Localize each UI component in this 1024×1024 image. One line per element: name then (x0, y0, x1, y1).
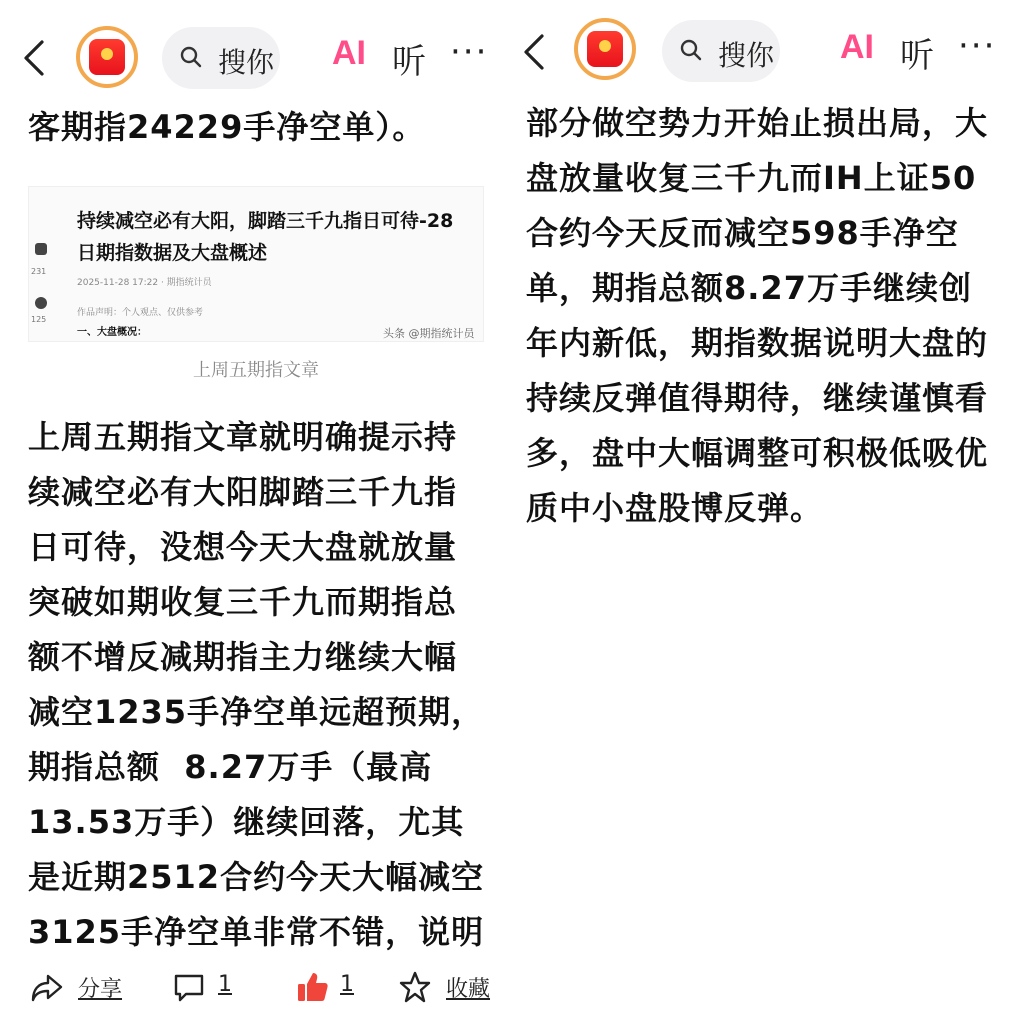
like-count: 1 (340, 972, 354, 997)
share-label: 分享 (78, 977, 123, 1002)
comment-icon (172, 970, 206, 1004)
more-menu-button[interactable]: ··· (450, 32, 489, 72)
embedded-title: 持续减空必有大阳，脚踏三千九指日可待-28日期指数据及大盘概述 (77, 210, 454, 264)
more-menu-button[interactable]: ··· (958, 26, 997, 66)
embedded-section: 一、大盘概况： (77, 327, 147, 338)
share-button[interactable] (30, 970, 130, 1010)
coin-icon (599, 40, 611, 52)
article-body: 上周五期指文章就明确提示持续减空必有大阳脚踏三千九指日可待，没想今天大盘就放量突破如期收复三千九而期指总额不增反减期指主力继续大幅减空1235手净空单远超预期，期指总额 8.27万手（最高13.53万手）继续回落，尤其是近期2512合约今天大幅减空3125手净空单非常不错，说明 (28, 418, 485, 951)
embedded-article-image[interactable] (28, 186, 484, 342)
favorite-label: 收藏 (446, 977, 491, 1002)
search-placeholder: 搜你 (718, 39, 775, 72)
back-icon[interactable] (22, 38, 46, 78)
comment-count: 1 (218, 972, 232, 997)
embedded-note: 作品声明：个人观点、仅供参考 (77, 308, 204, 318)
embedded-meta: 2025-11-28 17:22 · 期指统计员 (77, 278, 212, 288)
star-icon (398, 970, 432, 1004)
coin-icon (101, 48, 113, 60)
rail-like-count: 231 (31, 267, 47, 276)
search-box[interactable] (162, 27, 280, 89)
search-placeholder: 搜你 (218, 46, 275, 79)
ai-button[interactable]: AI (840, 28, 874, 66)
listen-button[interactable]: 听 (900, 36, 934, 76)
embedded-watermark: 头条 @期指统计员 (383, 327, 475, 340)
like-button[interactable] (296, 970, 366, 1010)
like-icon (35, 243, 47, 255)
rail-comment-count: 125 (31, 315, 47, 324)
top-bar (0, 0, 512, 100)
author-avatar[interactable] (76, 26, 138, 88)
thumbs-up-icon (296, 970, 330, 1004)
search-icon (680, 39, 702, 61)
action-bar (0, 960, 512, 1020)
back-icon[interactable] (522, 32, 546, 72)
top-bar (512, 0, 1024, 100)
comment-button[interactable] (172, 970, 242, 1010)
comment-icon (35, 297, 47, 309)
image-caption: 上周五期指文章 (193, 360, 319, 381)
favorite-button[interactable] (398, 970, 506, 1010)
search-icon (180, 46, 202, 68)
author-avatar[interactable] (574, 18, 636, 80)
listen-button[interactable]: 听 (392, 42, 426, 82)
right-screen (512, 0, 1024, 1024)
ai-button[interactable]: AI (332, 34, 366, 72)
image-side-rail (29, 187, 55, 342)
lead-line: 客期指24229手净空单）。 (28, 108, 426, 146)
article-body: 部分做空势力开始止损出局，大盘放量收复三千九而IH上证50合约今天反而减空598手净空单，期指总额8.27万手继续创年内新低，期指数据说明大盘的持续反弹值得期待，继续谨慎看多，盘中大幅调整可积极低吸优质中小盘股博反弹。 (526, 104, 989, 527)
search-box[interactable] (662, 20, 780, 82)
share-icon (30, 970, 64, 1004)
